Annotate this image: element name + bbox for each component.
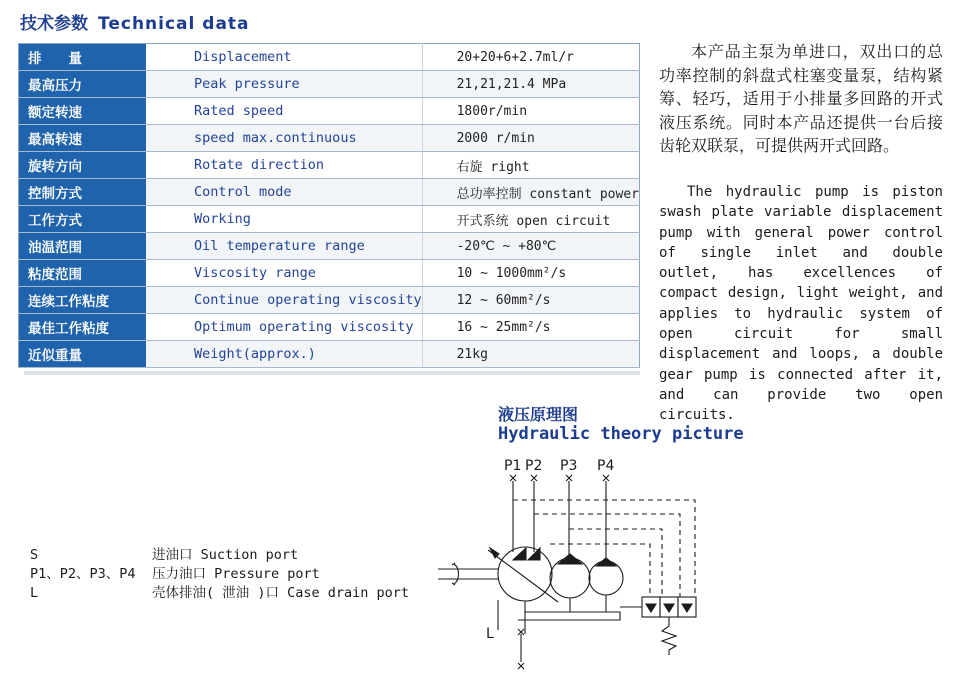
spec-row xyxy=(19,233,640,260)
spec-label-cn: 连续工作粘度 xyxy=(19,287,147,314)
spec-label-cn: 最佳工作粘度 xyxy=(19,314,147,341)
legend-code: P1、P2、P3、P4 xyxy=(30,566,136,582)
legend-text: 壳体排油( 泄油 )口 Case drain port xyxy=(152,585,410,601)
spec-value: 1800r/min xyxy=(422,98,639,125)
spec-value: 12 ~ 60mm²/s xyxy=(422,287,639,314)
spec-label-cn: 最高压力 xyxy=(19,71,147,98)
spec-label-cn: 额定转速 xyxy=(19,98,147,125)
spec-label-en: Continue operating viscosity xyxy=(146,287,422,314)
spec-label-cn: 工作方式 xyxy=(19,206,147,233)
port-label-p4: P4 xyxy=(597,458,615,474)
port-legend xyxy=(30,546,409,603)
hydraulic-diagram xyxy=(430,452,730,682)
port-label-p1: P1 xyxy=(504,458,522,474)
port-markers xyxy=(510,475,609,669)
section-title-en: Technical data xyxy=(98,14,250,34)
pilot-lines xyxy=(513,492,695,597)
legend-code: L xyxy=(30,585,39,601)
table-shadow xyxy=(24,371,640,375)
spec-label-en: speed max.continuous xyxy=(146,125,422,152)
spec-row xyxy=(19,287,640,314)
spec-value: 总功率控制 constant power xyxy=(422,179,639,206)
spec-label-en: Oil temperature range xyxy=(146,233,422,260)
spec-row xyxy=(19,98,640,125)
spec-row xyxy=(19,71,640,98)
legend-row xyxy=(30,584,409,603)
spec-label-en: Peak pressure xyxy=(146,71,422,98)
spec-label-cn: 旋转方向 xyxy=(19,152,147,179)
spec-row xyxy=(19,179,640,206)
spec-value: 16 ~ 25mm²/s xyxy=(422,314,639,341)
spec-value: 10 ~ 1000mm²/s xyxy=(422,260,639,287)
spec-value: 21kg xyxy=(422,341,639,368)
spec-label-en: Rated speed xyxy=(146,98,422,125)
spec-value: 右旋 right xyxy=(422,152,639,179)
legend-row xyxy=(30,565,409,584)
spec-label-en: Weight(approx.) xyxy=(146,341,422,368)
port-label-p2: P2 xyxy=(525,458,543,474)
section-title xyxy=(20,9,250,34)
description-en: The hydraulic pump is piston swash plate variable displacement pump with general power control of single inlet and double outlet, has excellences of compact design, light weight, and applies to hydraulic system of open circuit for small displacement and loops, a double gear pump is connected after it, and can provide two open circuits. xyxy=(659,184,943,424)
spec-row xyxy=(19,125,640,152)
spec-value: 2000 r/min xyxy=(422,125,639,152)
hydraulic-title-cn: 液压原理图 xyxy=(498,405,579,424)
spec-label-cn: 近似重量 xyxy=(19,341,147,368)
spec-label-en: Optimum operating viscosity xyxy=(146,314,422,341)
port-label-l: L xyxy=(486,626,494,642)
spec-row xyxy=(19,152,640,179)
spec-label-cn: 油温范围 xyxy=(19,233,147,260)
spec-value: -20℃ ~ +80℃ xyxy=(422,233,639,260)
spec-label-cn: 排 量 xyxy=(19,44,147,71)
spec-value: 21,21,21.4 MPa xyxy=(422,71,639,98)
spec-value: 开式系统 open circuit xyxy=(422,206,639,233)
spec-table xyxy=(18,43,640,368)
spec-row xyxy=(19,314,640,341)
hydraulic-title-en: Hydraulic theory picture xyxy=(498,424,744,444)
spec-label-en: Viscosity range xyxy=(146,260,422,287)
spec-label-cn: 粘度范围 xyxy=(19,260,147,287)
control-valve xyxy=(620,597,696,655)
spec-label-en: Displacement xyxy=(146,44,422,71)
legend-code: S xyxy=(30,547,39,563)
legend-row xyxy=(30,546,409,565)
spec-label-en: Working xyxy=(146,206,422,233)
spec-row xyxy=(19,341,640,368)
description-cn: 本产品主泵为单进口，双出口的总功率控制的斜盘式柱塞变量泵，结构紧筹、轻巧，适用于小排量多回路的开式液压系统。同时本产品还提供一台后接齿轮双联泵，可提供两开式回路。 xyxy=(659,42,943,155)
spec-label-en: Rotate direction xyxy=(146,152,422,179)
spec-value: 20+20+6+2.7ml/r xyxy=(422,44,639,71)
spec-row xyxy=(19,260,640,287)
spec-row xyxy=(19,206,640,233)
legend-text: 进油口 Suction port xyxy=(152,547,299,563)
spec-label-cn: 最高转速 xyxy=(19,125,147,152)
legend-text: 压力油口 Pressure port xyxy=(152,566,320,582)
spec-row xyxy=(19,44,640,71)
section-title-cn: 技术参数 xyxy=(20,14,88,34)
spec-label-cn: 控制方式 xyxy=(19,179,147,206)
spec-label-en: Control mode xyxy=(146,179,422,206)
port-label-p3: P3 xyxy=(560,458,578,474)
